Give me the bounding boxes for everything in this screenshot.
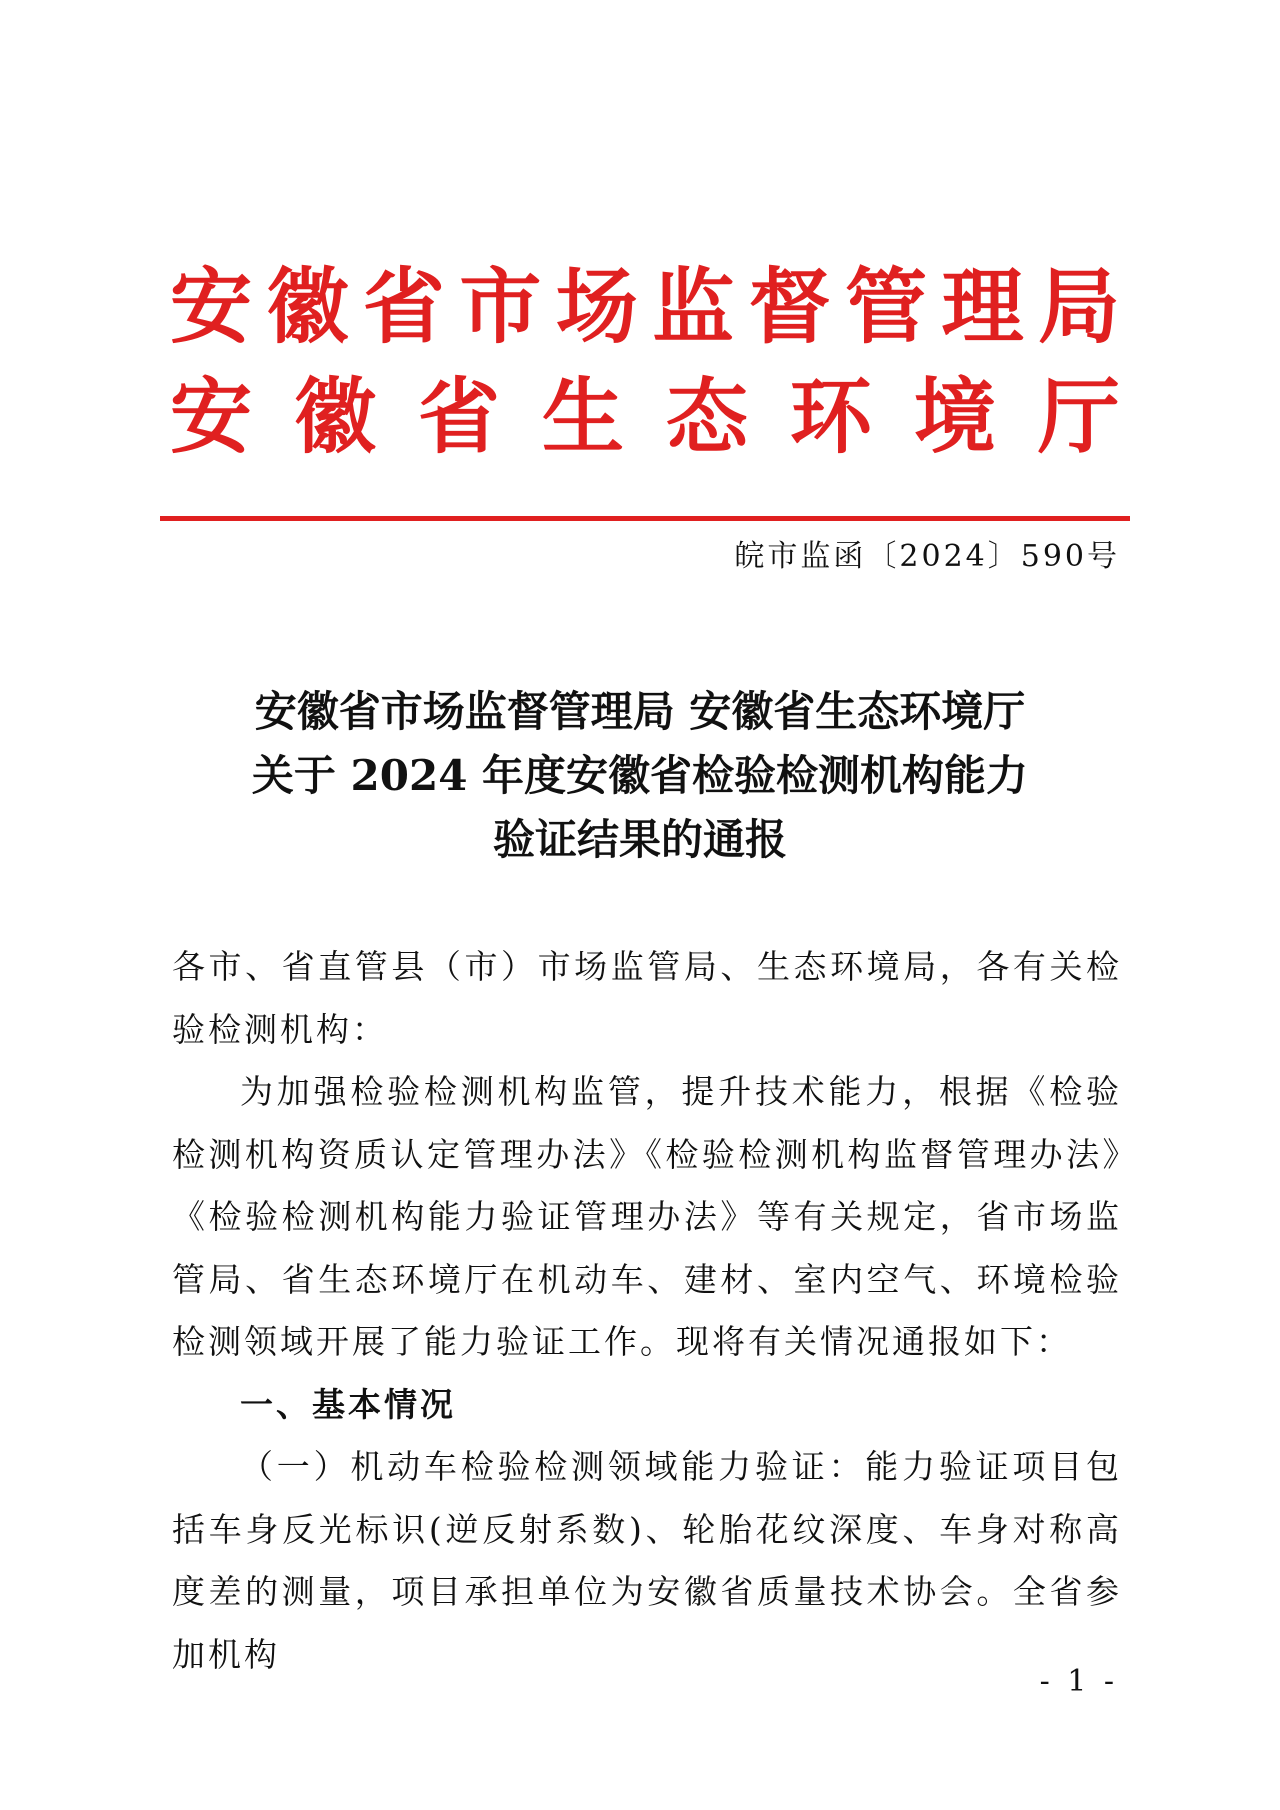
document-title-line-2: 关于 2024 年度安徽省检验检测机构能力 xyxy=(251,751,1029,800)
header-character: 督 xyxy=(748,260,831,355)
header-character: 徽 xyxy=(293,370,376,465)
document-number: 皖市监函〔2024〕590号 xyxy=(734,539,1120,574)
header-character: 省 xyxy=(362,260,445,355)
body-paragraph: 为加强检验检测机构监管，提升技术能力，根据《检验检测机构资质认定管理办法》《检验检测机构监督管理办法》《检验检测机构能力验证管理办法》等有关规定，省市场监管局、省生态环境厅在机动车、建材、室内空气、环境检验检测领域开展了能力验证工作。现将有关情况通报如下： xyxy=(172,1072,1122,1361)
header-character: 省 xyxy=(417,370,500,465)
salutation: 各市、省直管县（市）市场监管局、生态环境局，各有关检验检测机构： xyxy=(172,947,1122,1049)
document-title-line-3: 验证结果的通报 xyxy=(492,815,787,864)
header-character: 厅 xyxy=(1037,370,1120,465)
header-character: 安 xyxy=(170,370,253,465)
red-separator-line xyxy=(160,516,1130,521)
issuing-authority-1 xyxy=(170,258,1120,358)
document-title-line-1: 安徽省市场监督管理局 安徽省生态环境厅 xyxy=(254,687,1026,736)
header-character: 环 xyxy=(789,370,872,465)
header-character: 态 xyxy=(665,370,748,465)
header-character: 生 xyxy=(541,370,624,465)
document-body xyxy=(172,936,1122,1686)
page-number: - 1 - xyxy=(1039,1664,1118,1699)
header-character: 局 xyxy=(1037,260,1120,355)
header-character: 管 xyxy=(845,260,928,355)
header-character: 境 xyxy=(913,370,996,465)
header-character: 市 xyxy=(459,260,542,355)
header-character: 安 xyxy=(170,260,253,355)
header-character: 监 xyxy=(652,260,735,355)
issuing-authority-2 xyxy=(170,368,1120,468)
header-character: 徽 xyxy=(266,260,349,355)
body-paragraph: （一）机动车检验检测领域能力验证：能力验证项目包括车身反光标识(逆反射系数)、轮胎花纹深度、车身对称高度差的测量，项目承担单位为安徽省质量技术协会。全省参加机构 xyxy=(172,1447,1122,1674)
header-character: 理 xyxy=(941,260,1024,355)
header-character: 场 xyxy=(555,260,638,355)
section-heading: 一、基本情况 xyxy=(240,1384,456,1424)
